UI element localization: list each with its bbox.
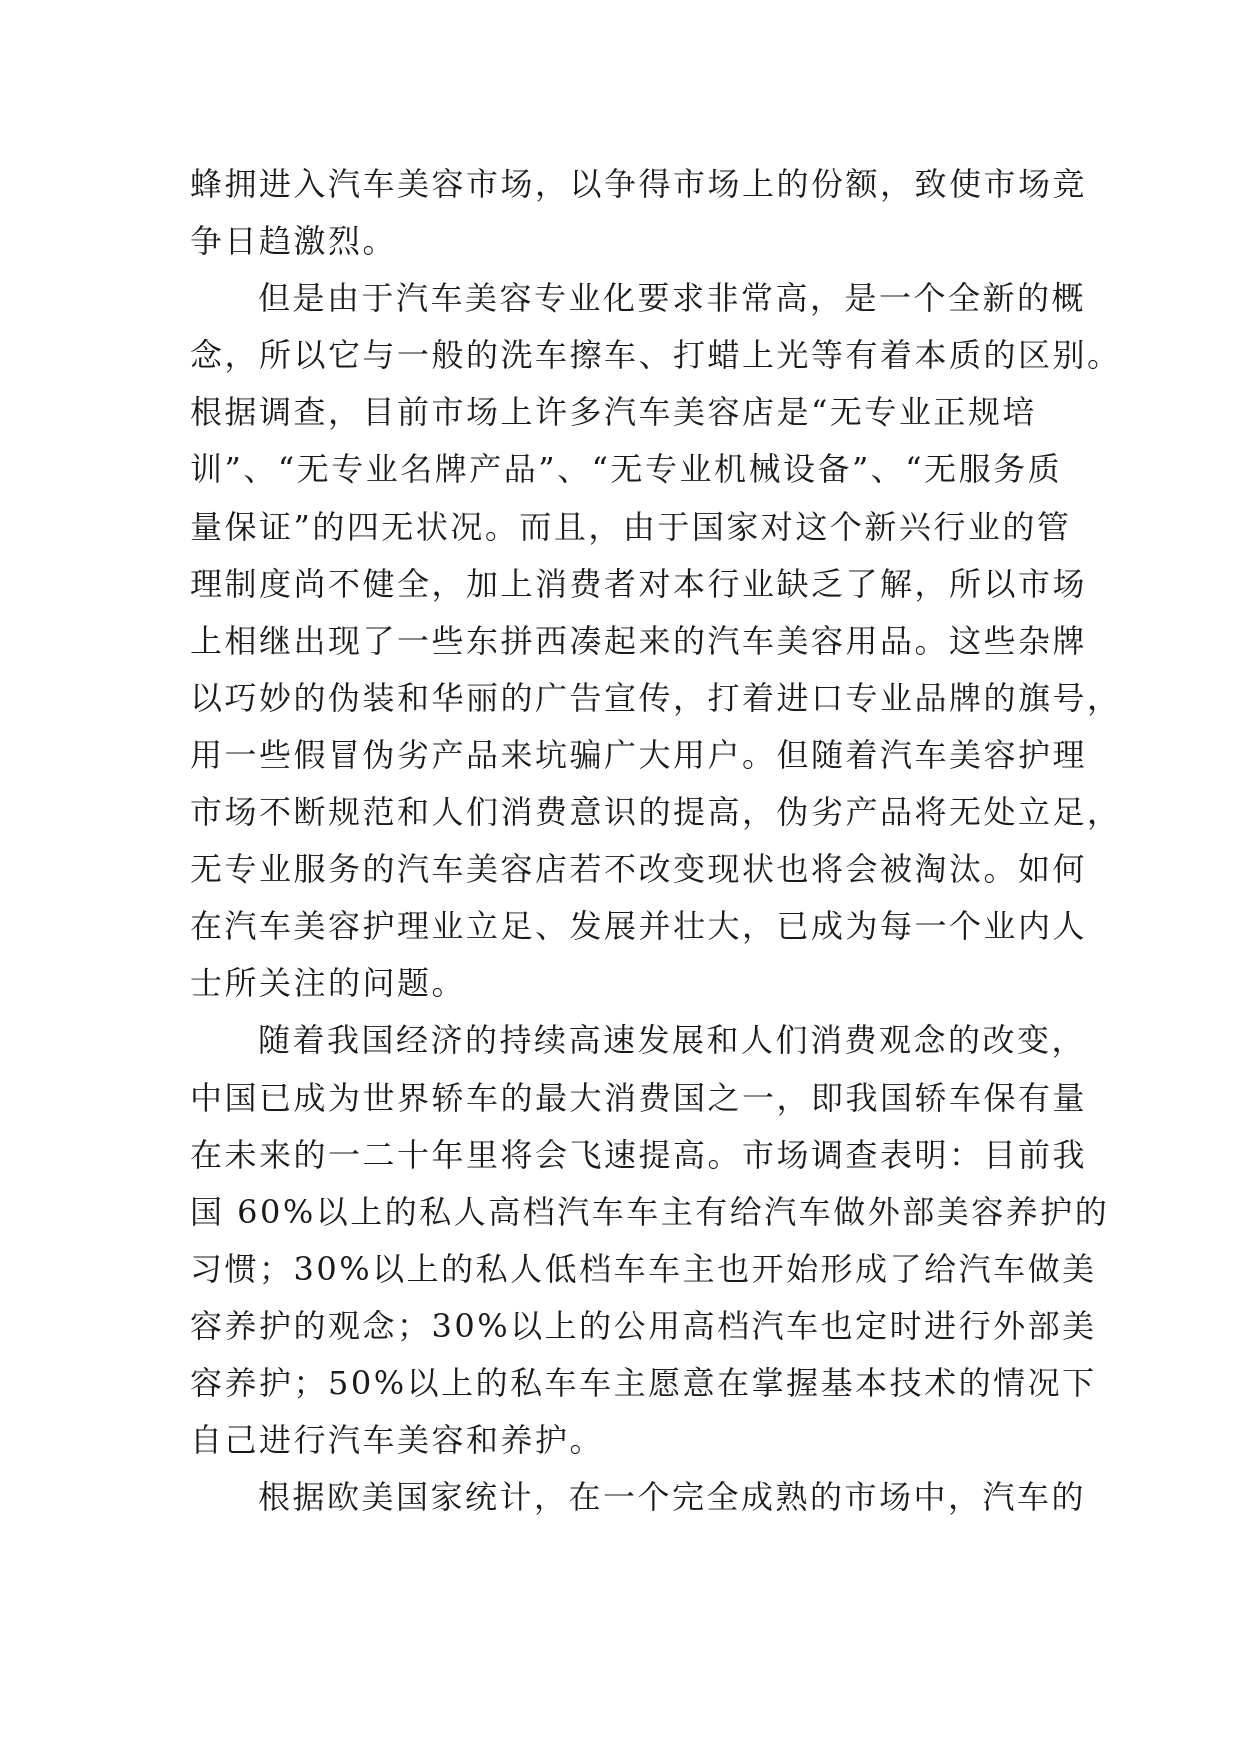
text-line: 念，所以它与一般的洗车擦车、打蜡上光等有着本质的区别。 <box>190 336 1122 375</box>
text-line: 根据调查，目前市场上许多汽车美容店是“无专业正规培 <box>190 393 1037 432</box>
paragraph-first-line: 根据欧美国家统计，在一个完全成熟的市场中，汽车的 <box>258 1478 1087 1517</box>
text-line: 训”、“无专业名牌产品”、“无专业机械设备”、“无服务质 <box>190 450 1063 489</box>
text-line: 在未来的一二十年里将会飞速提高。市场调查表明：目前我 <box>190 1135 1088 1174</box>
paragraph-first-line: 但是由于汽车美容专业化要求非常高，是一个全新的概 <box>258 279 1087 318</box>
text-line: 国 60%以上的私人高档汽车车主有给汽车做外部美容养护的 <box>190 1192 1110 1231</box>
text-line: 市场不断规范和人们消费意识的提高，伪劣产品将无处立足， <box>190 793 1122 832</box>
document-body <box>190 156 1122 1526</box>
text-line: 以巧妙的伪装和华丽的广告宣传，打着进口专业品牌的旗号， <box>190 678 1122 717</box>
text-line: 蜂拥进入汽车美容市场，以争得市场上的份额，致使市场竞 <box>190 165 1088 203</box>
text-line: 争日趋激烈。 <box>190 222 398 261</box>
text-line: 习惯；30%以上的私人低档车车主也开始形成了给汽车做美 <box>190 1249 1097 1288</box>
text-line: 容养护；50%以上的私车车主愿意在掌握基本技术的情况下 <box>190 1363 1097 1402</box>
text-line: 上相继出现了一些东拼西凑起来的汽车美容用品。这些杂牌 <box>190 621 1088 660</box>
text-line: 无专业服务的汽车美容店若不改变现状也将会被淘汰。如何 <box>190 850 1088 889</box>
text-line: 在汽车美容护理业立足、发展并壮大，已成为每一个业内人 <box>190 907 1088 946</box>
text-line: 中国已成为世界轿车的最大消费国之一，即我国轿车保有量 <box>190 1078 1088 1117</box>
text-line: 理制度尚不健全，加上消费者对本行业缺乏了解，所以市场 <box>190 564 1088 603</box>
text-line: 士所关注的问题。 <box>190 964 467 1003</box>
text-line: 量保证”的四无状况。而且，由于国家对这个新兴行业的管 <box>190 507 1072 546</box>
paragraph-first-line: 随着我国经济的持续高速发展和人们消费观念的改变， <box>258 1021 1087 1060</box>
text-line: 用一些假冒伪劣产品来坑骗广大用户。但随着汽车美容护理 <box>190 735 1088 774</box>
text-line: 容养护的观念；30%以上的公用高档汽车也定时进行外部美 <box>190 1306 1097 1345</box>
text-line: 自己进行汽车美容和养护。 <box>190 1421 605 1460</box>
